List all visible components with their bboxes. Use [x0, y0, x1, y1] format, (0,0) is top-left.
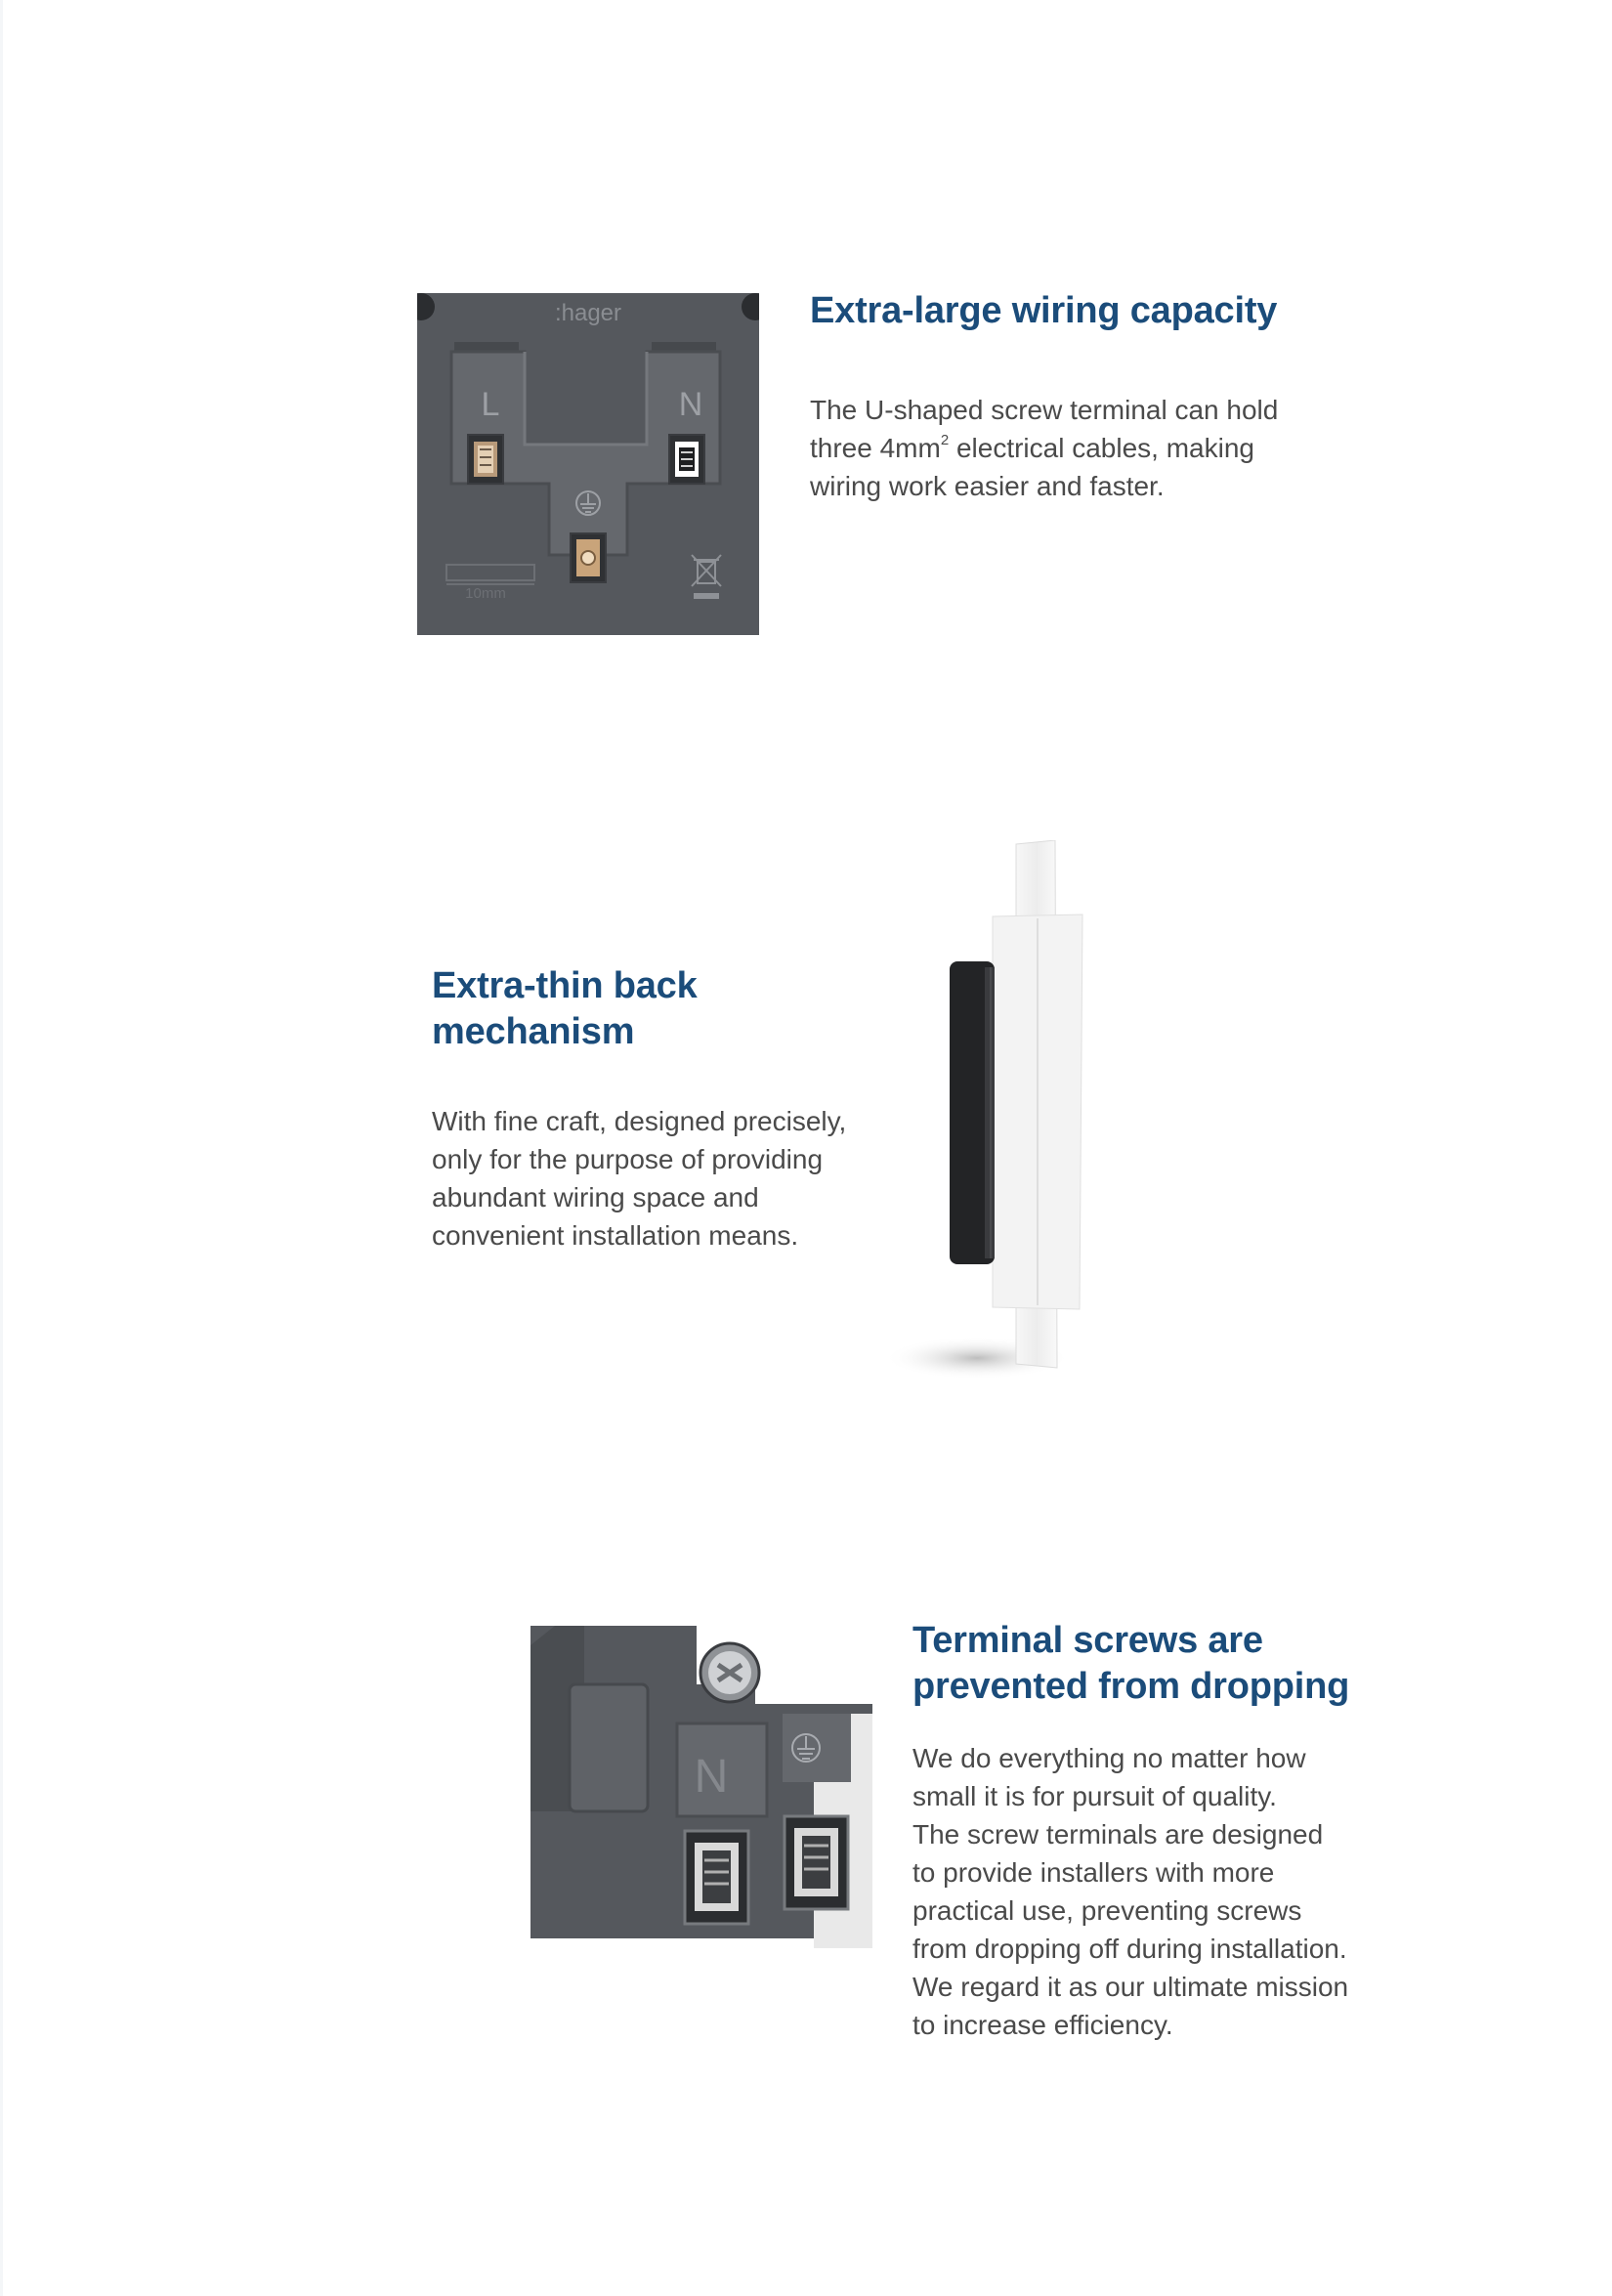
terminal-screw-closeup-photo: [530, 1626, 872, 1968]
feature-3-line-6: from dropping off during installation.: [912, 1934, 1347, 1964]
live-label: L: [481, 386, 500, 423]
feature-3-line-5: practical use, preventing screws: [912, 1895, 1302, 1926]
feature-3-line-4: to provide installers with more: [912, 1857, 1275, 1888]
strip-gauge-label: 10mm: [465, 585, 506, 602]
feature-3-line-2: small it is for pursuit of quality.: [912, 1781, 1277, 1811]
page-edge: [0, 0, 3, 2296]
feature-2-title-line-2: mechanism: [432, 1011, 635, 1052]
feature-3-line-8: to increase efficiency.: [912, 2010, 1173, 2040]
feature-2-description: [432, 1102, 846, 1254]
feature-1-line-2: three $4mm^2$ electrical cables, making: [810, 432, 1254, 463]
feature-2-line-4: convenient installation means.: [432, 1220, 799, 1251]
feature-3-title-line-2: prevented from dropping: [912, 1666, 1350, 1707]
superscript-2: 2: [940, 432, 950, 448]
feature-1-title: Extra-large wiring capacity: [810, 290, 1278, 331]
neutral-label: N: [694, 1751, 729, 1803]
feature-2-line-3: abundant wiring space and: [432, 1182, 759, 1212]
feature-2-title: [432, 963, 698, 1055]
feature-2-line-2: only for the purpose of providing: [432, 1144, 824, 1174]
feature-3-description: [912, 1739, 1348, 2044]
feature-3-line-3: The screw terminals are designed: [912, 1819, 1324, 1850]
feature-2-line-1: With fine craft, designed precisely,: [432, 1106, 847, 1136]
feature-1-description: [810, 391, 1278, 505]
feature-3-line-1: We do everything no matter how: [912, 1743, 1306, 1773]
terminal-block-photo: [417, 293, 759, 635]
feature-2-title-line-1: Extra-thin back: [432, 965, 698, 1006]
feature-3-title-line-1: Terminal screws are: [912, 1620, 1263, 1661]
feature-3-title: [912, 1618, 1349, 1710]
switch-side-profile-photo: [889, 840, 1094, 1387]
feature-1-line-1: The U-shaped screw terminal can hold: [810, 395, 1279, 425]
brand-label: :hager: [554, 300, 622, 326]
feature-3-line-7: We regard it as our ultimate mission: [912, 1972, 1349, 2002]
neutral-label: N: [678, 386, 703, 423]
feature-1-line-3: wiring work easier and faster.: [810, 471, 1165, 501]
